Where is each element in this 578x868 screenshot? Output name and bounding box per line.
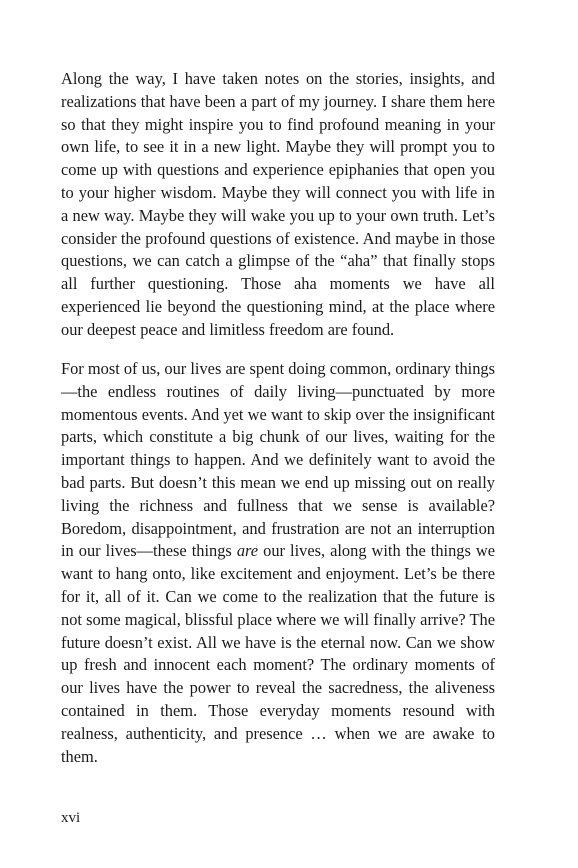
paragraph-2-text-start: For most of us, our lives are spent doing common, ordinary things—the endless routines of daily living—punctuated by more momentous events. And yet we want to skip over the insignificant parts, which constitute a big chunk of our lives, waiting for the important things to happen. And we definitely want to avoid the bad parts. But doesn’t this mean we end up missing out on really living the richness and fullness that we sense is available? Boredom, disappointment, and frustration are not an interruption in our lives—these things — [61, 359, 495, 561]
paragraph-1: Along the way, I have taken notes on the stories, insights, and realizations that have been a part of my journey. I share them here so that they might inspire you to find profound meaning in your own life, to see it in a new light. Maybe they will prompt you to come up with questions and experience epiphanies that open you to your higher wisdom. Maybe they will connect you with life in a new way. Maybe they will wake you up to your own truth. Let’s consider the profound questions of existence. And maybe in those questions, we can catch a glimpse of the “aha” that finally stops all further questioning. Those aha moments we have all experienced lie beyond the questioning mind, at the place where our deepest peace and limitless freedom are found. — [61, 69, 495, 339]
page-number: xvi — [61, 810, 81, 826]
paragraph-2-text-end: our lives, along with the things we want to hang onto, like excitement and enjoyment. Let’s be there for it, all of it. Can we come to the realization that the future is not some magical, blissful place where we will finally arrive? The future doesn’t exist. All we have is the eternal now. Can we show up fresh and innocent each moment? The ordinary moments of our lives have the power to reveal the sacredness, the aliveness contained in them. Those everyday moments resound with realness, authenticity, and presence … when we are awake to them. — [61, 541, 495, 766]
emphasis-are: are — [236, 541, 259, 561]
paragraph-2 — [61, 358, 495, 768]
